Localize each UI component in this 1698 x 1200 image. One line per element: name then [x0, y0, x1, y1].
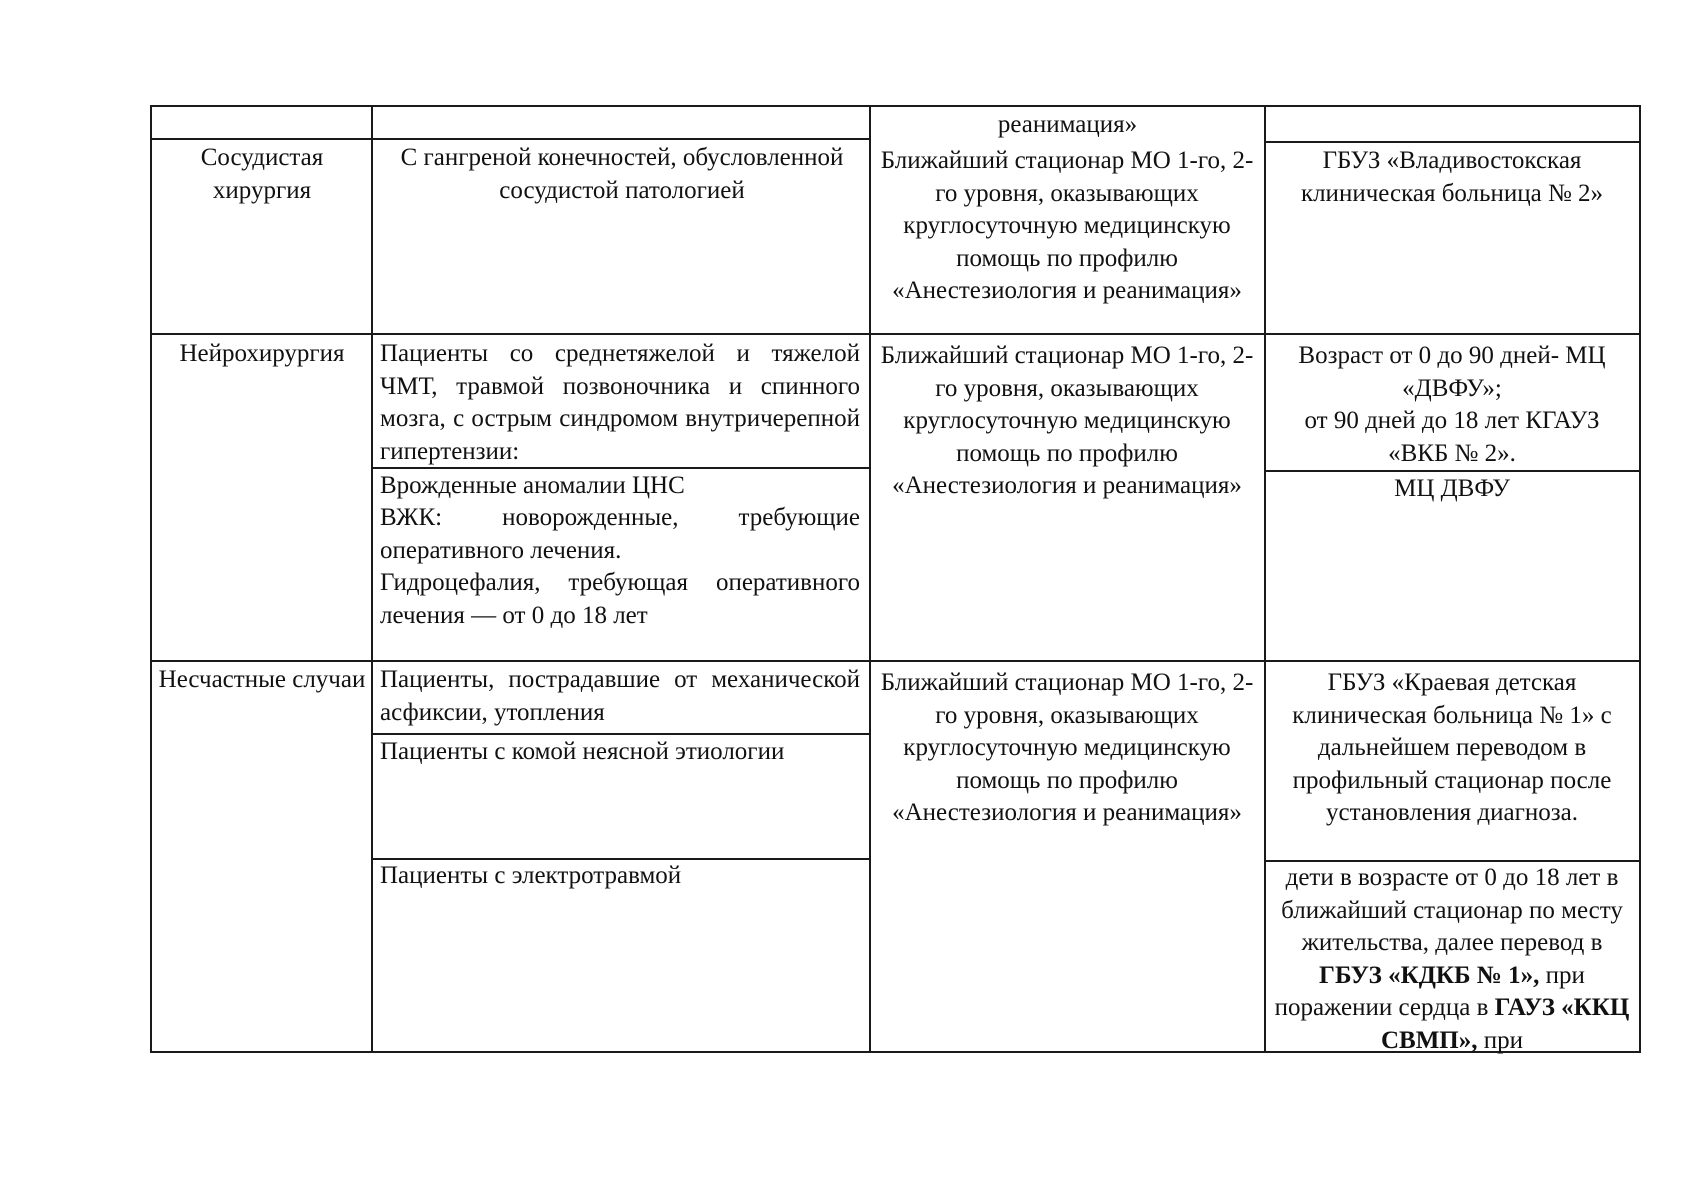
- first-stage-cell: Ближайший стационар МО 1-го, 2-го уровня, оказывающих круглосуточную медицинскую помощь по профилю «Анестезиология и реанимация»: [880, 147, 1254, 304]
- column-divider: [371, 105, 373, 1053]
- routing-hospital-name: ГБУЗ «КДКБ № 1»,: [1319, 961, 1540, 989]
- table-border-top: [150, 105, 1640, 107]
- condition-cell: Врожденные аномалии ЦНС: [380, 472, 685, 499]
- cell-divider: [372, 733, 870, 735]
- continuation-routing-cell: реанимация»: [997, 111, 1138, 138]
- profile-cell-vascular-surgery: Сосудистая хирургия: [200, 144, 324, 204]
- condition-cell: Пациенты с комой неясной этиологии: [380, 738, 785, 765]
- routing-text: дети в возрасте от 0 до 18 лет в ближайший стационар по месту жительства, далее перевод в: [1281, 864, 1623, 956]
- routing-hospital-name: ГАУЗ «ККЦ СВМП»,: [1380, 994, 1630, 1054]
- condition-cell: С гангреной конечностей, обусловленной сосудистой патологией: [400, 144, 844, 204]
- profile-cell-neurosurgery: Нейрохирургия: [179, 340, 345, 367]
- condition-cell: ВЖК: новорожденные, требующие оперативного лечения.: [380, 504, 860, 564]
- condition-cell: Пациенты, пострадавшие от механической асфиксии, утопления: [380, 666, 860, 726]
- row-divider: [150, 138, 871, 140]
- routing-cell: МЦ ДВФУ: [1394, 475, 1510, 502]
- condition-cell: Пациенты со среднетяжелой и тяжелой ЧМТ, травмой позвоночника и спинного мозга, с острым синдромом внутричерепной гипертензии:: [380, 340, 860, 465]
- profile-cell-accidents: Несчастные случаи: [158, 666, 366, 693]
- routing-text: при: [1483, 1026, 1524, 1054]
- condition-cell: Гидроцефалия, требующая оперативного лечения — от 0 до 18 лет: [380, 569, 860, 629]
- condition-cell: Пациенты с электротравмой: [380, 862, 682, 889]
- row-divider: [150, 333, 1640, 335]
- routing-text: при поражении сердца в: [1274, 961, 1585, 1021]
- routing-cell: Возраст от 0 до 90 дней- МЦ «ДВФУ»;: [1298, 342, 1606, 402]
- column-divider: [1264, 105, 1266, 1053]
- row-divider: [1265, 141, 1640, 143]
- routing-cell: от 90 дней до 18 лет КГАУЗ «ВКБ № 2».: [1304, 407, 1600, 467]
- first-stage-cell: Ближайший стационар МО 1-го, 2-го уровня, оказывающих круглосуточную медицинскую помощь по профилю «Анестезиология и реанимация»: [880, 669, 1254, 826]
- cell-divider: [1265, 470, 1640, 472]
- table-border-left: [150, 105, 152, 1053]
- column-divider: [869, 105, 871, 1053]
- routing-cell-children-electrotrauma: [1268, 862, 1636, 1057]
- first-stage-cell: Ближайший стационар МО 1-го, 2-го уровня, оказывающих круглосуточную медицинскую помощь по профилю «Анестезиология и реанимация»: [880, 342, 1254, 499]
- row-divider: [150, 660, 1640, 662]
- routing-cell: ГБУЗ «Владивостокская клиническая больница № 2»: [1300, 147, 1604, 207]
- table-border-right: [1639, 105, 1641, 1053]
- routing-cell: ГБУЗ «Краевая детская клиническая больница № 1» с дальнейшем переводом в профильный стационар после установления диагноза.: [1292, 669, 1612, 826]
